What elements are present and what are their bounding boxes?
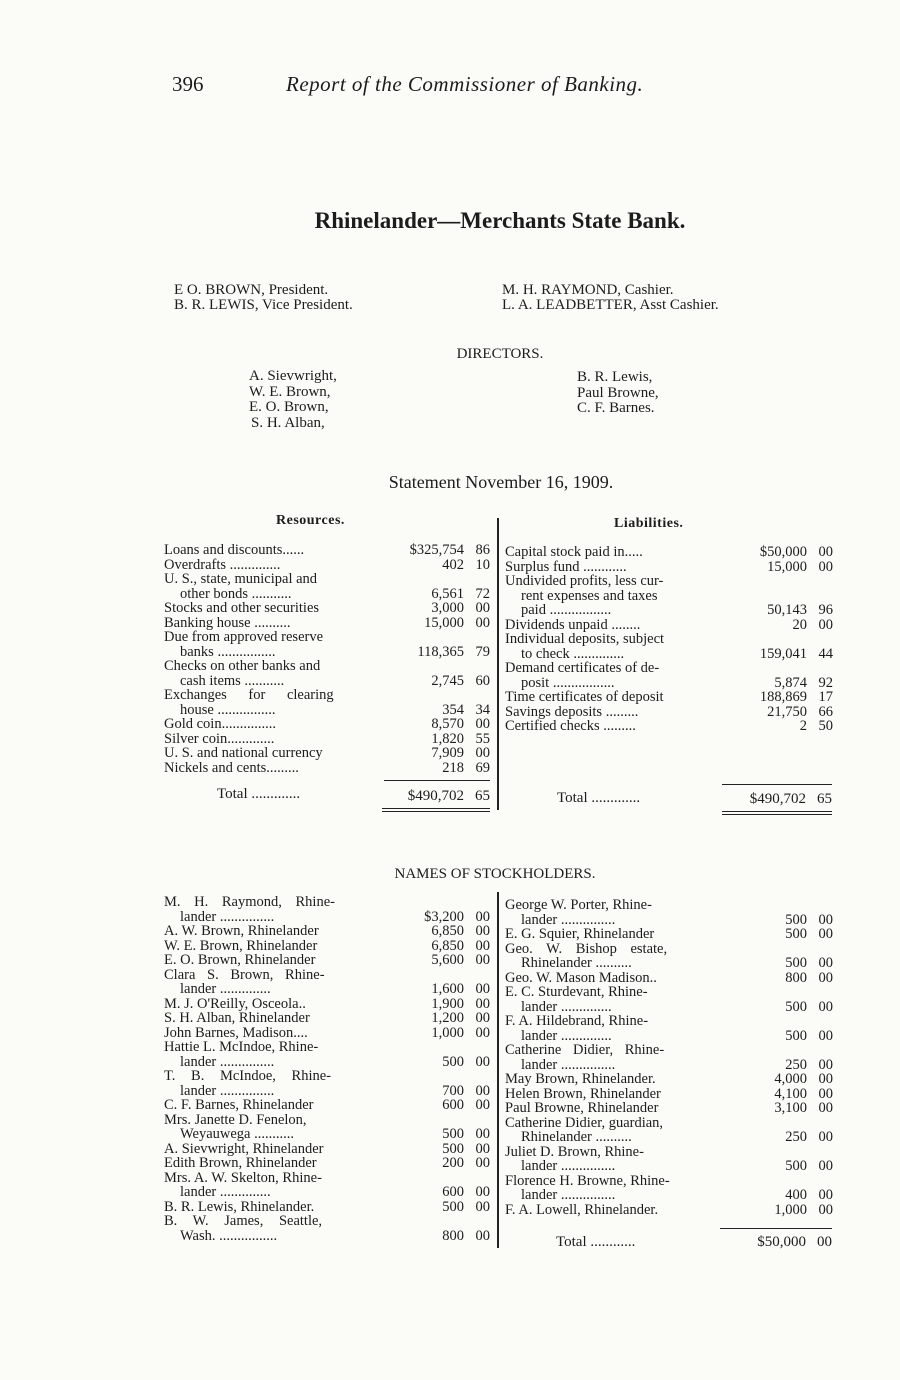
table-row: Mrs. A. W. Skelton, Rhine-	[164, 1169, 322, 1186]
table-row: John Barnes, Madison.... 1,000 00	[164, 1024, 490, 1041]
table-row: Certified checks ......... 2 50	[505, 718, 833, 734]
directors-heading: DIRECTORS.	[456, 346, 544, 362]
page-title: Rhinelander—Merchants State Bank.	[314, 208, 686, 233]
table-row: Edith Brown, Rhinelander 200 00	[164, 1155, 490, 1171]
table-row: M. H. Raymond, Rhine-	[164, 894, 335, 910]
table-row: M. J. O'Reilly, Osceola.. 1,900 00	[164, 995, 490, 1012]
table-row: Capital stock paid in..... $50,000 00	[505, 544, 833, 560]
table-row: May Brown, Rhinelander. 4,000 00	[505, 1071, 833, 1087]
table-row: Hattie L. McIndoe, Rhine-	[164, 1039, 319, 1055]
stockholders-right-table	[505, 898, 833, 1217]
director-name: S. H. Alban,	[251, 414, 325, 431]
liabilities-total-cents: 65	[817, 791, 832, 807]
table-row: banks ................ 118,365 79	[180, 643, 490, 660]
table-row: Mrs. Janette D. Fenelon,	[164, 1111, 307, 1128]
table-row: other bonds ........... 6,561 72	[180, 585, 490, 602]
table-row: Helen Brown, Rhinelander 4,100 00	[505, 1085, 833, 1102]
stockholders-total-label: Total ............	[556, 1234, 636, 1250]
table-row: Stocks and other securities 3,000 00	[164, 600, 490, 616]
table-row: Individual deposits, subject	[505, 631, 665, 647]
stockholders-sum-rule	[720, 1228, 832, 1229]
table-row: lander .............. 500 00	[521, 998, 833, 1015]
table-row: rent expenses and taxes	[521, 587, 658, 604]
table-row: A. Sievwright, Rhinelander 500 00	[164, 1140, 490, 1157]
table-row: A. W. Brown, Rhinelander 6,850 00	[164, 923, 490, 939]
table-row: lander ............... 700 00	[180, 1082, 490, 1099]
table-row: C. F. Barnes, Rhinelander 600 00	[164, 1097, 490, 1113]
officer-president: E O. BROWN, President.	[174, 282, 329, 298]
director-name: A. Sievwright,	[249, 368, 337, 384]
liabilities-double-rule	[722, 811, 832, 815]
table-row: Nickels and cents......... 218 69	[164, 759, 490, 776]
table-row: Gold coin............... 8,570 00	[164, 716, 490, 732]
director-name: C. F. Barnes.	[577, 400, 655, 416]
table-row: Surplus fund ............ 15,000 00	[505, 558, 833, 575]
table-row: lander ............... 500 00	[521, 1158, 833, 1174]
table-row: U. S., state, municipal and	[164, 571, 318, 587]
table-row: U. S. and national currency 7,909 00	[164, 745, 490, 761]
table-row: lander ............... $3,200 00	[180, 908, 490, 925]
statement-title: Statement November 16, 1909.	[388, 472, 614, 492]
table-row: Dividends unpaid ........ 20 00	[505, 616, 833, 633]
table-row: Paul Browne, Rhinelander 3,100 00	[505, 1100, 833, 1116]
table-row: Silver coin............. 1,820 55	[164, 730, 490, 747]
table-row: lander .............. 600 00	[180, 1184, 490, 1200]
liabilities-total-label: Total .............	[557, 790, 641, 806]
officer-asst-cashier: L. A. LEADBETTER, Asst Cashier.	[502, 297, 719, 313]
table-row: B. R. Lewis, Rhinelander. 500 00	[164, 1198, 490, 1215]
table-row: Florence H. Browne, Rhine-	[505, 1172, 670, 1189]
stockholders-column-divider	[497, 892, 499, 1248]
table-row: Rhinelander .......... 500 00	[521, 955, 833, 971]
table-row: posit ................. 5,874 92	[521, 674, 833, 691]
table-row: to check .............. 159,041 44	[521, 645, 833, 662]
table-row: E. G. Squier, Rhinelander 500 00	[505, 926, 833, 942]
directors-right-list	[577, 370, 659, 417]
table-row: Overdrafts .............. 402 10	[164, 556, 490, 573]
table-row: E. O. Brown, Rhinelander 5,600 00	[164, 952, 490, 968]
table-row: Banking house .......... 15,000 00	[164, 614, 490, 631]
table-row: cash items ........... 2,745 60	[180, 672, 490, 689]
officer-cashier: M. H. RAYMOND, Cashier.	[502, 282, 674, 298]
liabilities-total-dollars: $490,702	[749, 791, 806, 807]
liabilities-heading: Liabilities.	[614, 516, 684, 531]
table-row: Juliet D. Brown, Rhine-	[505, 1143, 644, 1160]
table-row: W. E. Brown, Rhinelander 6,850 00	[164, 937, 490, 954]
running-title: Report of the Commissioner of Banking.	[286, 72, 644, 96]
table-row: lander ............... 400 00	[521, 1187, 833, 1203]
table-row: Demand certificates of de-	[505, 660, 660, 676]
table-row: Undivided profits, less cur-	[505, 573, 664, 589]
table-row: Loans and discounts...... $325,754 86	[164, 542, 490, 558]
table-row: Geo. W. Bishop estate,	[505, 940, 668, 957]
liabilities-table	[505, 545, 833, 734]
table-row: Checks on other banks and	[164, 658, 321, 674]
stockholders-left-table	[164, 895, 490, 1243]
stockholders-total-cents: 00	[817, 1234, 832, 1250]
table-row: lander .............. 500 00	[521, 1027, 833, 1044]
table-row: lander ............... 500 00	[180, 1053, 490, 1070]
director-name: E. O. Brown,	[249, 399, 329, 415]
table-row: B. W. James, Seattle,	[164, 1213, 323, 1229]
table-row: house ................ 354 34	[180, 701, 490, 718]
statement-column-divider	[497, 518, 499, 810]
resources-total-label: Total .............	[217, 786, 301, 802]
table-row: Clara S. Brown, Rhine-	[164, 966, 325, 983]
table-row: F. A. Hildebrand, Rhine-	[505, 1013, 649, 1029]
resources-table	[164, 543, 490, 775]
table-row: Wash. ................ 800 00	[180, 1227, 490, 1244]
table-row: George W. Porter, Rhine-	[505, 897, 652, 913]
table-row: F. A. Lowell, Rhinelander. 1,000 00	[505, 1201, 833, 1218]
liabilities-sum-rule	[722, 784, 832, 785]
resources-heading: Resources.	[276, 513, 345, 528]
director-name: W. E. Brown,	[249, 383, 331, 400]
table-row: T. B. McIndoe, Rhine-	[164, 1068, 332, 1084]
directors-left-list	[249, 369, 337, 431]
resources-sum-rule	[384, 780, 490, 781]
table-row: E. C. Sturdevant, Rhine-	[505, 984, 648, 1000]
director-name: Paul Browne,	[577, 384, 659, 401]
stockholders-total-dollars: $50,000	[757, 1234, 806, 1250]
table-row: Geo. W. Mason Madison.. 800 00	[505, 969, 833, 986]
table-row: Savings deposits ......... 21,750 66	[505, 703, 833, 720]
table-row: Exchanges for clearing	[164, 687, 334, 703]
officer-vice-president: B. R. LEWIS, Vice President.	[174, 297, 353, 313]
table-row: S. H. Alban, Rhinelander 1,200 00	[164, 1010, 490, 1026]
stockholders-heading: NAMES OF STOCKHOLDERS.	[394, 866, 596, 882]
table-row: Weyauwega ........... 500 00	[180, 1126, 490, 1142]
page-number: 396	[172, 72, 204, 96]
resources-double-rule	[382, 808, 490, 812]
table-row: Due from approved reserve	[164, 629, 324, 645]
table-row: Rhinelander .......... 250 00	[521, 1129, 833, 1145]
resources-total-dollars: $490,702	[407, 788, 464, 804]
table-row: lander ............... 250 00	[521, 1056, 833, 1073]
table-row: lander ............... 500 00	[521, 911, 833, 928]
table-row: Catherine Didier, guardian,	[505, 1114, 664, 1131]
table-row: Catherine Didier, Rhine-	[505, 1042, 665, 1058]
director-name: B. R. Lewis,	[577, 369, 653, 385]
table-row: lander .............. 1,600 00	[180, 981, 490, 997]
table-row: paid ................. 50,143 96	[521, 602, 833, 618]
table-row: Time certificates of deposit 188,869 17	[505, 689, 833, 705]
resources-total-cents: 65	[475, 788, 490, 804]
